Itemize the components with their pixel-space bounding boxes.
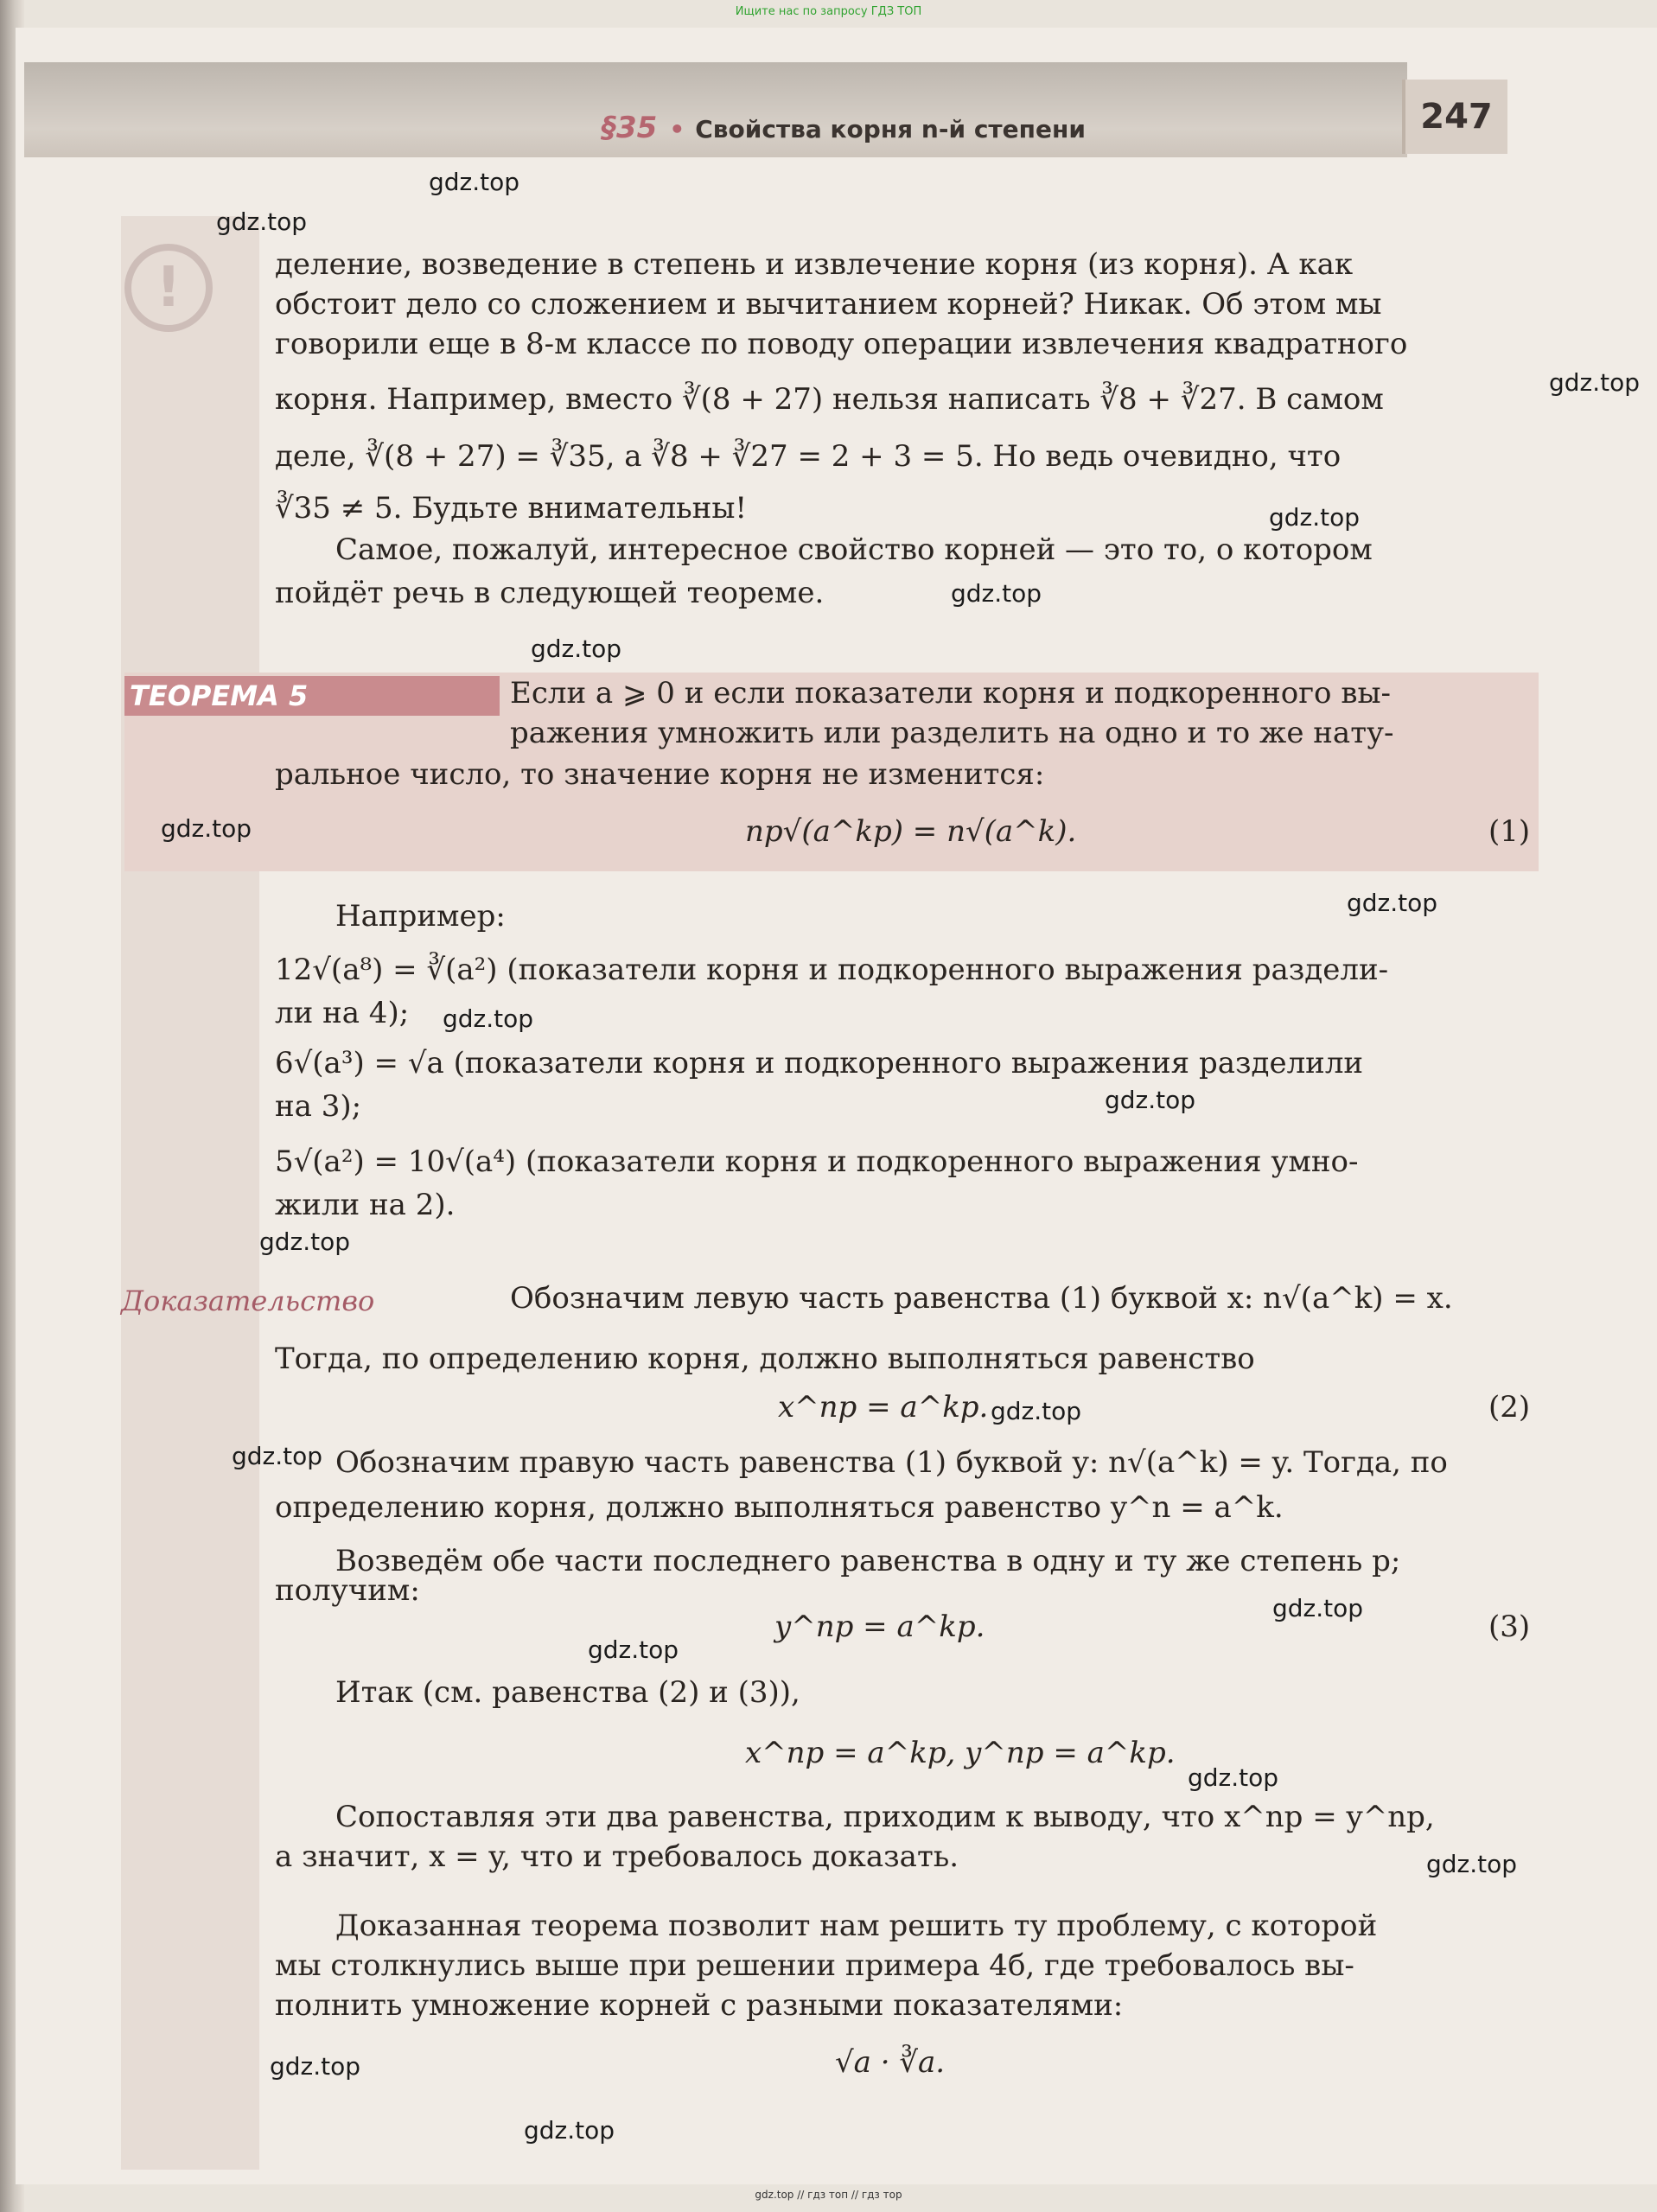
text-line: мы столкнулись выше при решении примера 4б, где требовалось вы- [275, 1948, 1354, 1983]
text-line: деление, возведение в степень и извлечение корня (из корня). А как [275, 247, 1354, 282]
equation-number: (1) [1488, 814, 1531, 849]
proof-label: Доказательство [121, 1284, 375, 1317]
watermark: gdz.top [1347, 889, 1438, 917]
text-line: Доказанная теорема позволит нам решить ту проблему, с которой [335, 1909, 1378, 1943]
watermark: gdz.top [531, 634, 622, 663]
theorem-line: Если a ⩾ 0 и если показатели корня и подкоренного вы- [510, 676, 1392, 711]
text-line: корня. Например, вместо ∛(8 + 27) нельзя написать ∛8 + ∛27. В самом [275, 382, 1384, 417]
theorem-label: ТЕОРЕМА 5 [124, 676, 500, 716]
equation-number: (3) [1488, 1610, 1531, 1644]
watermark: gdz.top [429, 168, 520, 196]
text-line: обстоит дело со сложением и вычитанием корней? Никак. Об этом мы [275, 287, 1382, 322]
watermark: gdz.top [1105, 1086, 1196, 1114]
text-line: ∛35 ≠ 5. Будьте внимательны! [275, 491, 748, 526]
section-title: Свойства корня n-й степени [695, 115, 1086, 143]
watermark: gdz.top [991, 1397, 1082, 1425]
exclamation-icon: ! [124, 244, 213, 332]
closing-formula: √a · ∛a. [835, 2045, 946, 2080]
proof-line: Возведём обе части последнего равенства в одну и ту же степень p; [335, 1544, 1401, 1578]
watermark: gdz.top [216, 207, 308, 236]
top-site-link[interactable]: Ищите нас по запросу ГДЗ ТОП [735, 5, 922, 18]
example-line: на 3); [275, 1089, 362, 1124]
watermark: gdz.top [588, 1635, 679, 1664]
proof-line: Обозначим правую часть равенства (1) буквой y: n√(a^k) = y. Тогда, по [335, 1445, 1448, 1480]
proof-line: Сопоставляя эти два равенства, приходим к выводу, что x^np = y^np, [335, 1800, 1435, 1834]
watermark: gdz.top [1549, 368, 1641, 397]
theorem-formula: np√(a^kp) = n√(a^k). [745, 814, 1077, 849]
watermark: gdz.top [270, 2052, 361, 2081]
text-line: полнить умножение корней с разными показателями: [275, 1988, 1124, 2023]
watermark: gdz.top [524, 2116, 615, 2145]
example-line: жили на 2). [275, 1188, 456, 1222]
text-line: Самое, пожалуй, интересное свойство корней — это то, о котором [335, 532, 1373, 567]
watermark: gdz.top [1272, 1594, 1364, 1622]
watermark: gdz.top [259, 1227, 351, 1256]
proof-line: Обозначим левую часть равенства (1) буквой x: n√(a^k) = x. [510, 1281, 1453, 1316]
bottom-site-link[interactable]: gdz.top // гдз топ // гдз тор [755, 2189, 902, 2201]
section-number: §35 [602, 111, 658, 145]
example-line: 12√(a⁸) = ∛(a²) (показатели корня и подкоренного выражения раздели- [275, 953, 1389, 987]
proof-line: получим: [275, 1573, 420, 1608]
text-line: говорили еще в 8-м классе по поводу операции извлечения квадратного [275, 327, 1408, 361]
text-line: деле, ∛(8 + 27) = ∛35, а ∛8 + ∛27 = 2 + 3 = 5. Но ведь очевидно, что [275, 439, 1342, 474]
equation-2: x^np = a^kp. [778, 1390, 989, 1425]
text-line: пойдёт речь в следующей теореме. [275, 576, 825, 610]
watermark: gdz.top [232, 1442, 323, 1470]
examples-intro: Например: [335, 899, 506, 934]
proof-line: определению корня, должно выполняться равенство y^n = a^k. [275, 1490, 1284, 1525]
watermark: gdz.top [443, 1004, 534, 1033]
proof-line: а значит, x = y, что и требовалось доказать. [275, 1839, 959, 1874]
proof-line: Тогда, по определению корня, должно выполняться равенство [275, 1342, 1255, 1376]
proof-line: Итак (см. равенства (2) и (3)), [335, 1675, 800, 1710]
header-bullet: • [669, 115, 685, 143]
example-line: ли на 4); [275, 996, 410, 1030]
watermark: gdz.top [951, 579, 1042, 608]
equation-number: (2) [1488, 1390, 1531, 1425]
page-number: 247 [1402, 80, 1507, 154]
equation-pair: x^np = a^kp, y^np = a^kp. [745, 1736, 1176, 1770]
margin-band [121, 216, 259, 2170]
watermark: gdz.top [161, 814, 252, 843]
theorem-line: ражения умножить или разделить на одно и то же нату- [510, 716, 1394, 750]
watermark: gdz.top [1188, 1763, 1279, 1792]
example-line: 5√(a²) = 10√(a⁴) (показатели корня и подкоренного выражения умно- [275, 1144, 1359, 1179]
watermark: gdz.top [1426, 1850, 1518, 1878]
equation-3: y^np = a^kp. [774, 1610, 985, 1644]
running-head [602, 111, 1086, 145]
example-line: 6√(a³) = √a (показатели корня и подкоренного выражения разделили [275, 1046, 1364, 1081]
watermark: gdz.top [1269, 503, 1361, 532]
theorem-line: ральное число, то значение корня не изменится: [275, 757, 1045, 792]
